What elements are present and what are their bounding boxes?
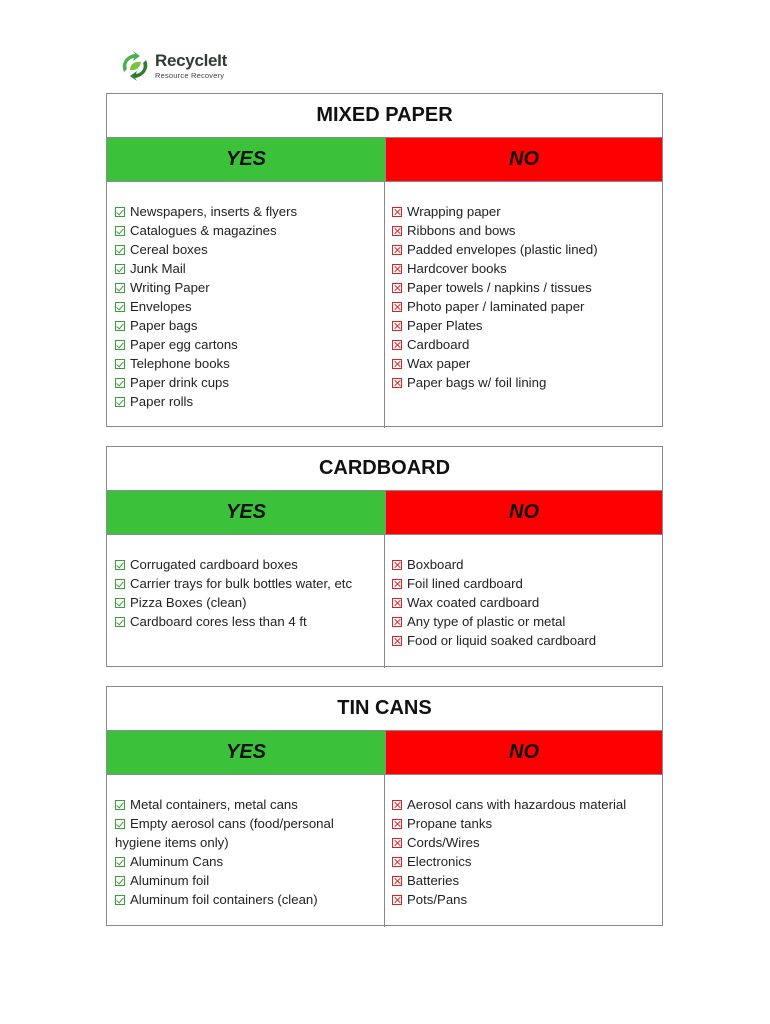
list-item	[392, 354, 656, 373]
list-item	[392, 335, 656, 354]
checkbox-x-icon	[392, 264, 402, 274]
checkbox-x-icon	[392, 302, 402, 312]
logo	[118, 48, 258, 84]
list-item-label: Carrier trays for bulk bottles water, etc	[130, 576, 353, 591]
no-list	[385, 182, 662, 428]
checkbox-x-icon	[392, 617, 402, 627]
checkbox-checked-icon	[115, 617, 125, 627]
list-item-label: Wax paper	[407, 356, 471, 371]
checkbox-x-icon	[392, 340, 402, 350]
checkbox-x-icon	[392, 359, 402, 369]
list-item	[392, 259, 656, 278]
no-header: NO	[386, 138, 662, 181]
checkbox-x-icon	[392, 876, 402, 886]
list-item	[115, 574, 378, 593]
list-item	[115, 852, 378, 871]
section-title: TIN CANS	[107, 687, 662, 731]
list-item-label: Catalogues & magazines	[130, 223, 277, 238]
checkbox-x-icon	[392, 378, 402, 388]
checkbox-x-icon	[392, 819, 402, 829]
list-item-label: Paper Plates	[407, 318, 483, 333]
list-item-label: Paper egg cartons	[130, 337, 238, 352]
list-item	[115, 335, 378, 354]
list-item	[392, 373, 656, 392]
list-item	[392, 852, 656, 871]
list-item	[392, 297, 656, 316]
checkbox-x-icon	[392, 207, 402, 217]
checkbox-checked-icon	[115, 283, 125, 293]
list-item	[392, 814, 656, 833]
list-item-label: Paper rolls	[130, 394, 194, 409]
checkbox-x-icon	[392, 321, 402, 331]
list-item	[392, 890, 656, 909]
list-item	[115, 392, 378, 411]
checkbox-checked-icon	[115, 560, 125, 570]
list-item-label: Any type of plastic or metal	[407, 614, 566, 629]
list-item-label: Cereal boxes	[130, 242, 208, 257]
list-item-label: Aluminum foil containers (clean)	[130, 892, 318, 907]
checkbox-x-icon	[392, 283, 402, 293]
list-item	[392, 555, 656, 574]
list-item	[392, 593, 656, 612]
yes-list	[107, 535, 385, 668]
yes-header: YES	[107, 491, 386, 534]
list-item-label: Electronics	[407, 854, 472, 869]
checkbox-checked-icon	[115, 359, 125, 369]
checkbox-x-icon	[392, 560, 402, 570]
list-item	[115, 297, 378, 316]
list-item-label: Cords/Wires	[407, 835, 480, 850]
list-item	[115, 259, 378, 278]
list-item	[392, 612, 656, 631]
list-item	[392, 316, 656, 335]
list-item-label: Paper bags	[130, 318, 198, 333]
list-item	[115, 612, 378, 631]
list-item-label: Aerosol cans with hazardous material	[407, 797, 627, 812]
list-item	[115, 278, 378, 297]
list-item-label: Propane tanks	[407, 816, 493, 831]
list-item	[115, 221, 378, 240]
list-item-label: Cardboard cores less than 4 ft	[130, 614, 307, 629]
list-item-label: Photo paper / laminated paper	[407, 299, 585, 314]
list-item	[115, 316, 378, 335]
list-item	[115, 871, 378, 890]
no-header: NO	[386, 491, 662, 534]
checkbox-checked-icon	[115, 264, 125, 274]
checkbox-x-icon	[392, 857, 402, 867]
section-header	[107, 731, 662, 775]
list-item-label: Foil lined cardboard	[407, 576, 523, 591]
list-item-label: Padded envelopes (plastic lined)	[407, 242, 598, 257]
yes-list	[107, 182, 385, 428]
checkbox-checked-icon	[115, 598, 125, 608]
list-item-label: Metal containers, metal cans	[130, 797, 298, 812]
list-item-label: Telephone books	[130, 356, 230, 371]
checkbox-x-icon	[392, 598, 402, 608]
list-item	[115, 354, 378, 373]
list-item-label: Wax coated cardboard	[407, 595, 540, 610]
list-item-label: Paper towels / napkins / tissues	[407, 280, 592, 295]
list-item-label: Junk Mail	[130, 261, 186, 276]
brand-subtitle: Resource Recovery	[155, 71, 225, 80]
list-item-label: Aluminum foil	[130, 873, 210, 888]
yes-header: YES	[107, 731, 386, 774]
list-item-label: Ribbons and bows	[407, 223, 516, 238]
list-item	[392, 240, 656, 259]
checkbox-checked-icon	[115, 397, 125, 407]
list-item	[115, 814, 378, 852]
no-header: NO	[386, 731, 662, 774]
list-item-label: Pizza Boxes (clean)	[130, 595, 247, 610]
yes-list	[107, 775, 385, 927]
checkbox-x-icon	[392, 800, 402, 810]
list-item	[392, 202, 656, 221]
list-item-label: Newspapers, inserts & flyers	[130, 204, 298, 219]
checkbox-x-icon	[392, 838, 402, 848]
checkbox-x-icon	[392, 895, 402, 905]
no-list	[385, 775, 662, 927]
list-item-label: Wrapping paper	[407, 204, 501, 219]
mixed-paper-table	[106, 93, 663, 427]
checkbox-checked-icon	[115, 226, 125, 236]
list-item	[115, 202, 378, 221]
recycle-leaf-icon	[118, 50, 152, 82]
list-item-label: Batteries	[407, 873, 460, 888]
list-item	[392, 278, 656, 297]
no-list	[385, 535, 662, 668]
list-item	[392, 871, 656, 890]
section-header	[107, 491, 662, 535]
list-item-label: Envelopes	[130, 299, 192, 314]
list-item	[392, 833, 656, 852]
list-item	[115, 795, 378, 814]
checkbox-checked-icon	[115, 321, 125, 331]
brand-name: RecycleIt	[155, 51, 227, 70]
list-item	[392, 221, 656, 240]
checkbox-checked-icon	[115, 579, 125, 589]
list-item	[115, 593, 378, 612]
list-item	[392, 795, 656, 814]
list-item-label: Cardboard	[407, 337, 470, 352]
list-item	[115, 240, 378, 259]
section-title: CARDBOARD	[107, 447, 662, 491]
section-title: MIXED PAPER	[107, 94, 662, 138]
checkbox-x-icon	[392, 636, 402, 646]
checkbox-checked-icon	[115, 857, 125, 867]
list-item-label: Food or liquid soaked cardboard	[407, 633, 597, 648]
list-item	[115, 555, 378, 574]
list-item-label: Empty aerosol cans (food/personal hygiene items only)	[115, 816, 334, 850]
checkbox-checked-icon	[115, 895, 125, 905]
list-item-label: Hardcover books	[407, 261, 507, 276]
checkbox-checked-icon	[115, 819, 125, 829]
yes-header: YES	[107, 138, 386, 181]
list-item-label: Paper drink cups	[130, 375, 229, 390]
list-item-label: Corrugated cardboard boxes	[130, 557, 298, 572]
list-item-label: Aluminum Cans	[130, 854, 224, 869]
checkbox-checked-icon	[115, 876, 125, 886]
checkbox-x-icon	[392, 226, 402, 236]
list-item	[392, 574, 656, 593]
list-item-label: Writing Paper	[130, 280, 210, 295]
checkbox-checked-icon	[115, 245, 125, 255]
checkbox-checked-icon	[115, 378, 125, 388]
checkbox-x-icon	[392, 245, 402, 255]
checkbox-x-icon	[392, 579, 402, 589]
checkbox-checked-icon	[115, 340, 125, 350]
checkbox-checked-icon	[115, 207, 125, 217]
list-item-label: Boxboard	[407, 557, 464, 572]
tin-cans-table	[106, 686, 663, 926]
list-item	[392, 631, 656, 650]
checkbox-checked-icon	[115, 302, 125, 312]
list-item-label: Paper bags w/ foil lining	[407, 375, 547, 390]
list-item	[115, 373, 378, 392]
section-header	[107, 138, 662, 182]
checkbox-checked-icon	[115, 800, 125, 810]
list-item-label: Pots/Pans	[407, 892, 468, 907]
cardboard-table	[106, 446, 663, 667]
list-item	[115, 890, 378, 909]
